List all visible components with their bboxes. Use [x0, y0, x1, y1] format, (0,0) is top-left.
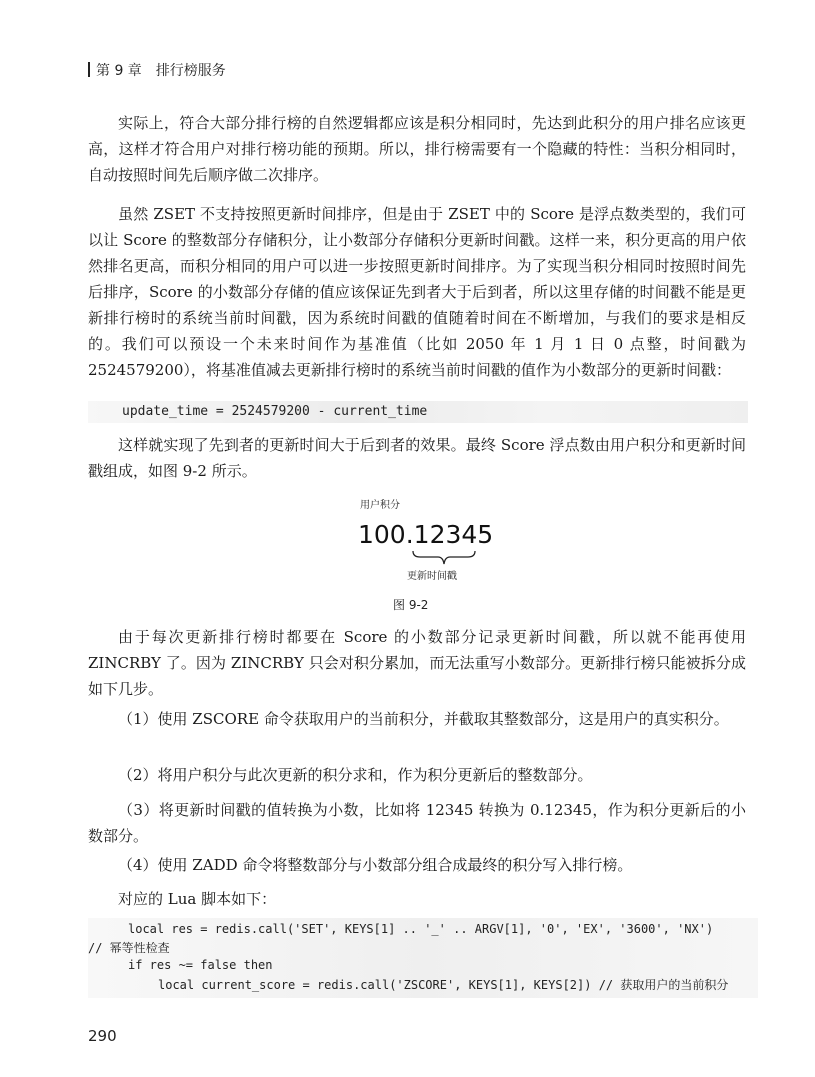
header-bar — [88, 62, 90, 77]
code-line-1: local res = redis.call('SET', KEYS[1] .. '_' .. ARGV[1], '0', 'EX', '3600', 'NX') — [128, 922, 714, 936]
paragraph-2: 虽然 ZSET 不支持按照更新时间排序，但是由于 ZSET 中的 Score 是浮点数类型的，我们可以让 Score 的整数部分存储积分，让小数部分存储积分更新时间戳。这样一来，积分更高的用户依然排名更高，而积分相同的用户可以进一步按照更新时间排序。为了实现当积分相同时按照时间先后排序，Score 的小数部分存储的值应该保证先到者大于后到者，所以这里存储的时间戳不能是更新排行榜时的系统当前时间戳，因为系统时间戳的值随着时间在不断增加，与我们的要求是相反的。我们可以预设一个未来时间作为基准值（比如 2050 年 1 月 1 日 0 点整，时间戳为 2524579200），将基准值减去更新排行榜时的系统当前时间戳的值作为小数部分的更新时间戳： — [88, 205, 746, 379]
chapter-number: 第 9 章 — [96, 63, 142, 79]
formula-code: update_time = 2524579200 - current_time — [122, 404, 428, 419]
figure-caption: 图 9-2 — [393, 598, 429, 612]
paragraph-3: 这样就实现了先到者的更新时间大于后到者的效果。最终 Score 浮点数由用户积分和更新时间戳组成，如图 9-2 所示。 — [88, 436, 746, 480]
paragraph-1: 实际上，符合大部分排行榜的自然逻辑都应该是积分相同时，先达到此积分的用户排名应该更高，这样才符合用户对排行榜功能的预期。所以，排行榜需要有一个隐藏的特性：当积分相同时，自动按照时间先后顺序做二次排序。 — [88, 114, 746, 184]
code-line-4: local current_score = redis.call('ZSCORE', KEYS[1], KEYS[2]) // 获取用户的当前积分 — [158, 978, 729, 992]
paragraph-4: 由于每次更新排行榜时都要在 Score 的小数部分记录更新时间戳，所以就不能再使用 ZINCRBY 了。因为 ZINCRBY 只会对积分累加，而无法重写小数部分。更新排行榜只能被拆分成如下几步。 — [88, 628, 746, 698]
chapter-title: 排行榜服务 — [155, 63, 226, 79]
step-4: （4）使用 ZADD 命令将整数部分与小数部分组合成最终的积分写入排行榜。 — [118, 856, 633, 874]
figure-number: 100.12345 — [358, 520, 494, 549]
running-header — [88, 60, 226, 80]
page-number: 290 — [88, 1027, 117, 1045]
step-2: （2）将用户积分与此次更新的积分求和，作为积分更新后的整数部分。 — [118, 766, 593, 784]
paragraph-5: 对应的 Lua 脚本如下： — [118, 890, 277, 908]
step-3: （3）将更新时间戳的值转换为小数，比如将 12345 转换为 0.12345，作为积分更新后的小数部分。 — [88, 801, 746, 845]
brace-icon — [412, 550, 476, 566]
lua-code-block — [88, 918, 758, 998]
figure-bottom-label: 更新时间戳 — [407, 571, 457, 582]
figure-top-label: 用户积分 — [360, 500, 400, 511]
code-line-2: // 幂等性检查 — [88, 941, 170, 955]
step-1: （1）使用 ZSCORE 命令获取用户的当前积分，并截取其整数部分，这是用户的真实积分。 — [118, 710, 729, 728]
code-line-3: if res ~= false then — [128, 958, 273, 972]
